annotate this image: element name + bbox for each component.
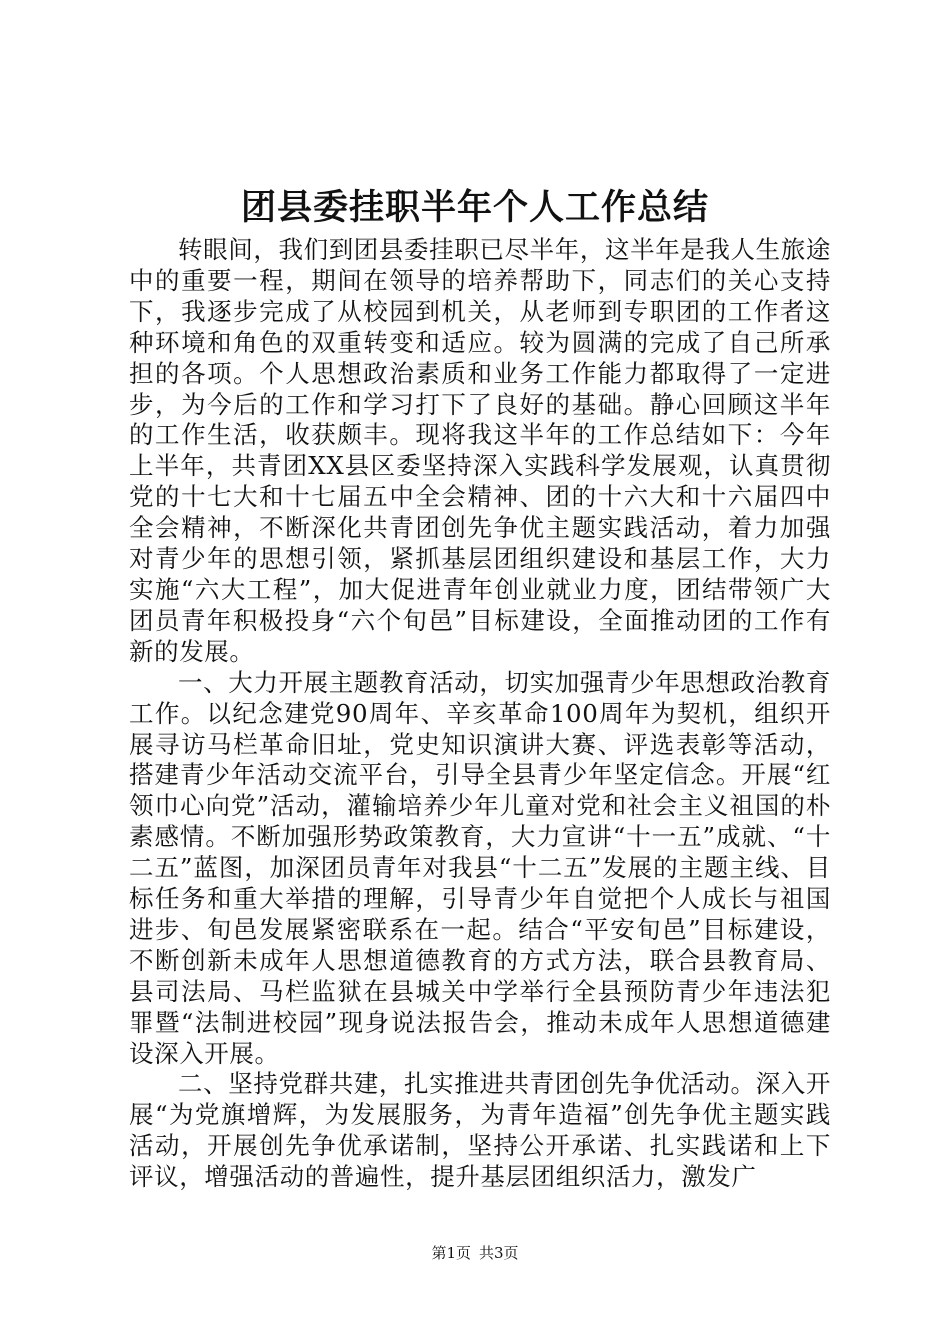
paragraph-section-one: 一、大力开展主题教育活动，切实加强青少年思想政治教育工作。以纪念建党90周年、辛亥革命100周年为契机，组织开展寻访马栏革命旧址，党史知识演讲大赛、评选表彰等活动，搭建青少年活动交流平台，引导全县青少年坚定信念。开展“红领巾心向党”活动，灌输培养少年儿童对党和社会主义祖国的朴素感情。不断加强形势政策教育，大力宣讲“十一五”成就、“十二五”蓝图，加深团员青年对我县“十二五”发展的主题主线、目标任务和重大举措的理解，引导青少年自觉把个人成长与祖国进步、旬邑发展紧密联系在一起。结合“平安旬邑”目标建设，不断创新未成年人思想道德教育的方式方法，联合县教育局、县司法局、马栏监狱在县城关中学举行全县预防青少年违法犯罪暨“法制进校园”现身说法报告会，推动未成年人思想道德建设深入开展。 <box>129 667 831 1068</box>
page-footer <box>0 1243 950 1263</box>
document-title: 团县委挂职半年个人工作总结 <box>240 187 709 228</box>
page-number: 第1页 <box>431 1244 471 1262</box>
paragraph-section-two: 二、坚持党群共建，扎实推进共青团创先争优活动。深入开展“为党旗增辉，为发展服务，为青年造福”创先争优主题实践活动，开展创先争优承诺制，坚持公开承诺、扎实践诺和上下评议，增强活动的普遍性，提升基层团组织活力，激发广 <box>129 1069 831 1192</box>
paragraph-intro: 转眼间，我们到团县委挂职已尽半年，这半年是我人生旅途中的重要一程，期间在领导的培养帮助下，同志们的关心支持下，我逐步完成了从校园到机关，从老师到专职团的工作者这种环境和角色的双重转变和适应。较为圆满的完成了自己所承担的各项。个人思想政治素质和业务工作能力都取得了一定进步，为今后的工作和学习打下了良好的基础。静心回顾这半年的工作生活，收获颇丰。现将我这半年的工作总结如下：今年上半年，共青团XX县区委坚持深入实践科学发展观，认真贯彻党的十七大和十七届五中全会精神、团的十六大和十六届四中全会精神，不断深化共青团创先争优主题实践活动，着力加强对青少年的思想引领，紧抓基层团组织建设和基层工作，大力实施“六大工程”，加大促进青年创业就业力度，团结带领广大团员青年积极投身“六个旬邑”目标建设，全面推动团的工作有新的发展。 <box>129 235 831 666</box>
page-total: 共3页 <box>479 1244 519 1262</box>
document-body <box>129 235 831 1193</box>
